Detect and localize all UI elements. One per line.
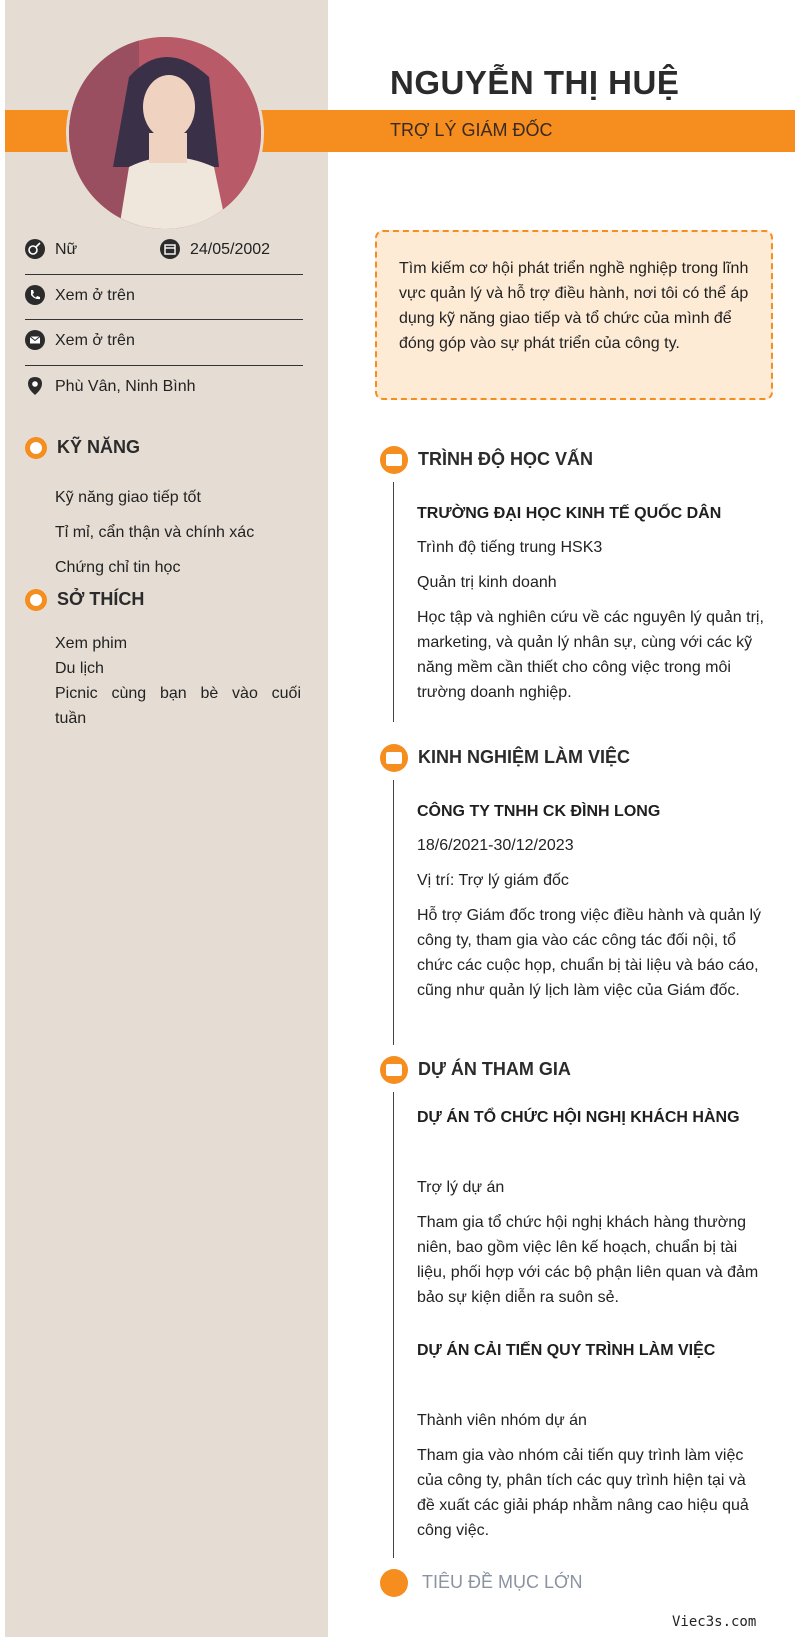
location-icon	[25, 376, 45, 396]
candidate-name: NGUYỄN THỊ HUỆ	[390, 64, 680, 101]
hobbies-heading: SỞ THÍCH	[25, 589, 144, 611]
skills-icon	[25, 437, 47, 459]
experience-description: Hỗ trợ Giám đốc trong việc điều hành và quản lý công ty, tham gia vào các công tác đối nội, tổ chức các cuộc họp, chuẩn bị tài liệu và báo cáo, cũng như quản lý lịch làm việc của Giám đốc.	[417, 907, 762, 999]
skills-list	[55, 480, 254, 585]
project-entry	[417, 1109, 767, 1310]
address-row	[25, 373, 303, 403]
experience-entry	[417, 803, 767, 1003]
list-item: Picnic cùng bạn bè vào cuối tuần	[55, 685, 301, 727]
divider	[25, 365, 303, 366]
education-line: Trình độ tiếng trung HSK3	[417, 539, 603, 556]
email-icon	[25, 330, 45, 350]
phone-icon	[25, 285, 45, 305]
birthday-icon	[160, 239, 180, 259]
email-text: Xem ở trên	[55, 332, 135, 349]
section-icon	[380, 1569, 408, 1597]
list-item: Tỉ mỉ, cẩn thận và chính xác	[55, 524, 255, 541]
hobbies-list	[55, 631, 301, 731]
project-title: DỰ ÁN CẢI TIẾN QUY TRÌNH LÀM VIỆC	[417, 1342, 716, 1359]
project-role: Trợ lý dự án	[417, 1179, 505, 1196]
list-item: Kỹ năng giao tiếp tốt	[55, 489, 201, 506]
list-item: Chứng chỉ tin học	[55, 559, 181, 576]
heart-icon	[25, 589, 47, 611]
project-entry	[417, 1342, 767, 1543]
project-role: Thành viên nhóm dự án	[417, 1412, 587, 1429]
email-row	[25, 327, 303, 357]
timeline-line	[393, 482, 394, 722]
education-description: Học tập và nghiên cứu về các nguyên lý quản trị, marketing, và quản lý nhân sự, cùng với các kỹ năng mềm cần thiết cho công việc trong môi trường doanh nghiệp.	[417, 609, 764, 701]
career-objective: Tìm kiếm cơ hội phát triển nghề nghiệp trong lĩnh vực quản lý và hỗ trợ điều hành, nơi tôi có thể áp dụng kỹ năng giao tiếp và tổ chức của mình để đóng góp vào sự phát triển của công ty.	[375, 230, 773, 400]
list-item: Du lịch	[55, 660, 104, 677]
experience-position: Vị trí: Trợ lý giám đốc	[417, 872, 569, 889]
phone-row	[25, 282, 303, 312]
experience-period: 18/6/2021-30/12/2023	[417, 837, 574, 854]
birthdate-text: 24/05/2002	[190, 241, 271, 258]
gender-text: Nữ	[55, 241, 78, 258]
company-name: CÔNG TY TNHH CK ĐÌNH LONG	[417, 803, 661, 820]
school-name: TRƯỜNG ĐẠI HỌC KINH TẾ QUỐC DÂN	[417, 505, 722, 522]
timeline-line	[393, 1092, 394, 1558]
project-description: Tham gia vào nhóm cải tiến quy trình làm việc của công ty, phân tích các quy trình hiện tại và đề xuất các giải pháp nhằm nâng cao hiệu quả công việc.	[417, 1447, 749, 1539]
skills-heading: KỸ NĂNG	[25, 437, 140, 459]
presentation-icon	[380, 1056, 408, 1084]
timeline-line	[393, 780, 394, 1045]
candidate-role: TRỢ LÝ GIÁM ĐỐC	[390, 120, 553, 140]
project-description: Tham gia tổ chức hội nghị khách hàng thường niên, bao gồm việc lên kế hoạch, chuẩn bị tài liệu, phối hợp với các bộ phận liên quan và đảm bảo sự kiện diễn ra suôn sẻ.	[417, 1214, 759, 1306]
watermark: Viec3s.com	[672, 1614, 757, 1630]
education-line: Quản trị kinh doanh	[417, 574, 557, 591]
avatar	[66, 34, 264, 232]
gender-row	[25, 236, 303, 266]
phone-text: Xem ở trên	[55, 287, 135, 304]
briefcase-icon	[380, 744, 408, 772]
gender-icon	[25, 239, 45, 259]
portrait-image	[69, 37, 261, 229]
education-entry	[417, 505, 767, 705]
address-text: Phù Vân, Ninh Bình	[55, 378, 196, 395]
project-title: DỰ ÁN TỔ CHỨC HỘI NGHỊ KHÁCH HÀNG	[417, 1109, 740, 1126]
graduation-cap-icon	[380, 446, 408, 474]
list-item: Xem phim	[55, 635, 128, 652]
divider	[25, 319, 303, 320]
divider	[25, 274, 303, 275]
